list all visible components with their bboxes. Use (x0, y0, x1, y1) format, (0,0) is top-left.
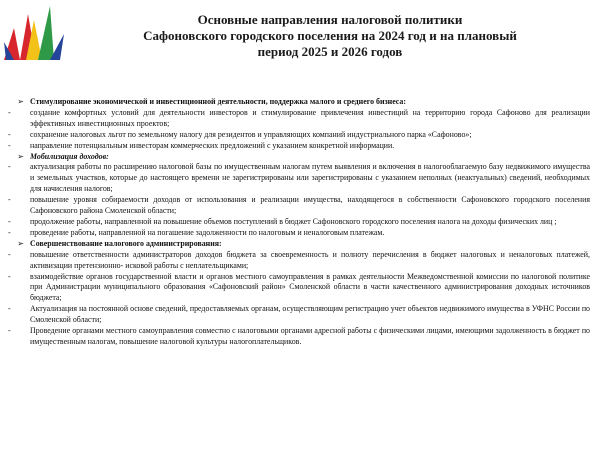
list-item-text: повышение ответственности администраторов доходов бюджета за своевременность и полноту перечисления в бюджет налоговых и неналоговых платежей, активизации претензионно- исковой работы с неплательщиками; (30, 249, 590, 270)
section-bullet-icon: ➢ (17, 238, 24, 248)
page-title (100, 12, 560, 60)
list-dash: - (8, 129, 11, 139)
list-item-text: повышение уровня собираемости доходов от использования и реализации имущества, находящегося в собственности Сафоновского городского поселения Сафоновского района Смоленской области; (30, 195, 590, 216)
list-item-text: проведение работы, направленной на погашение задолженности по налоговым и неналоговым платежам. (30, 227, 385, 237)
list-item (8, 130, 590, 141)
section-bullet-icon: ➢ (17, 97, 24, 106)
section-heading (8, 152, 590, 163)
list-dash: - (8, 249, 11, 259)
list-item (8, 195, 590, 217)
list-item-text: направление потенциальным инвесторам коммерческих предложений с указанием конкретной информации. (30, 140, 395, 150)
section-heading-text: Совершенствование налогового администрирования: (30, 238, 222, 248)
list-item (8, 217, 590, 228)
list-dash: - (8, 227, 11, 237)
section-heading-text: Стимулирование экономической и инвестиционной деятельности, поддержка малого и среднего бизнеса: (30, 97, 406, 106)
list-item-text: взаимодействие органов государственной власти и органов местного самоуправления в рамках деятельности Межведомственной комиссии по налоговой политике при Администрации муниципального образования «Сафоновский район» Смоленской области в части качественного администрирования доходных источников бюджета; (30, 271, 590, 303)
section-heading (8, 97, 590, 108)
list-item (8, 228, 590, 239)
list-item-text: Проведение органами местного самоуправления совместно с налоговыми органами адресной работы с физическими лицами, имеющими задолженность в бюджет по имущественным налогам, повышение налоговой культуры налогоплательщиков. (30, 326, 590, 346)
list-item (8, 272, 590, 305)
section-bullet-icon: ➢ (17, 151, 24, 161)
list-dash: - (8, 271, 11, 281)
list-item-text: актуализация работы по расширению налоговой базы по имущественным налогам путем выявления и включения в налогооблагаемую базу недвижимого имущества и земельных участков, которые до настоящего времени не зарегистрированы или зарегистрированы с указанием неполных (неактуальных) сведений, необходимых для начисления налогов; (30, 162, 590, 194)
title-line-3: период 2025 и 2026 годов (257, 44, 403, 59)
list-item (8, 250, 590, 272)
list-item-text: продолжение работы, направленной на повышение объемов поступлений в бюджет Сафоновского городского поселения налога на доходы физических лиц ; (30, 216, 557, 226)
list-item (8, 326, 590, 348)
list-item (8, 304, 590, 326)
list-dash: - (8, 140, 11, 150)
title-line-1: Основные направления налоговой политики (197, 12, 463, 27)
list-item-text: создание комфортных условий для деятельности инвесторов и стимулирование привлечения инвестиций на территорию города Сафоново для реализации эффективных инвестиционных проектов; (30, 107, 590, 128)
list-item-text: Актуализация на постоянной основе сведений, предоставляемых органам, осуществляющим регистрацию учет объектов недвижимого имущества в УФНС России по Смоленской области; (30, 304, 590, 325)
list-dash: - (8, 326, 11, 336)
section-heading (8, 239, 590, 250)
list-dash: - (8, 304, 11, 314)
title-line-2: Сафоновского городского поселения на 2024 год и на плановый (143, 28, 517, 43)
list-item-text: сохранение налоговых льгот по земельному налогу для резидентов и управляющих компаний индустриального парка «Сафоново»; (30, 129, 472, 139)
list-item (8, 141, 590, 152)
list-item (8, 108, 590, 130)
section-heading-text: Мобилизация доходов: (30, 151, 109, 161)
list-dash: - (8, 162, 11, 172)
list-dash: - (8, 216, 11, 226)
city-logo-flame-icon (0, 0, 68, 68)
list-dash: - (8, 107, 11, 117)
policy-directions-list (8, 97, 590, 348)
list-dash: - (8, 195, 11, 205)
list-item (8, 162, 590, 195)
